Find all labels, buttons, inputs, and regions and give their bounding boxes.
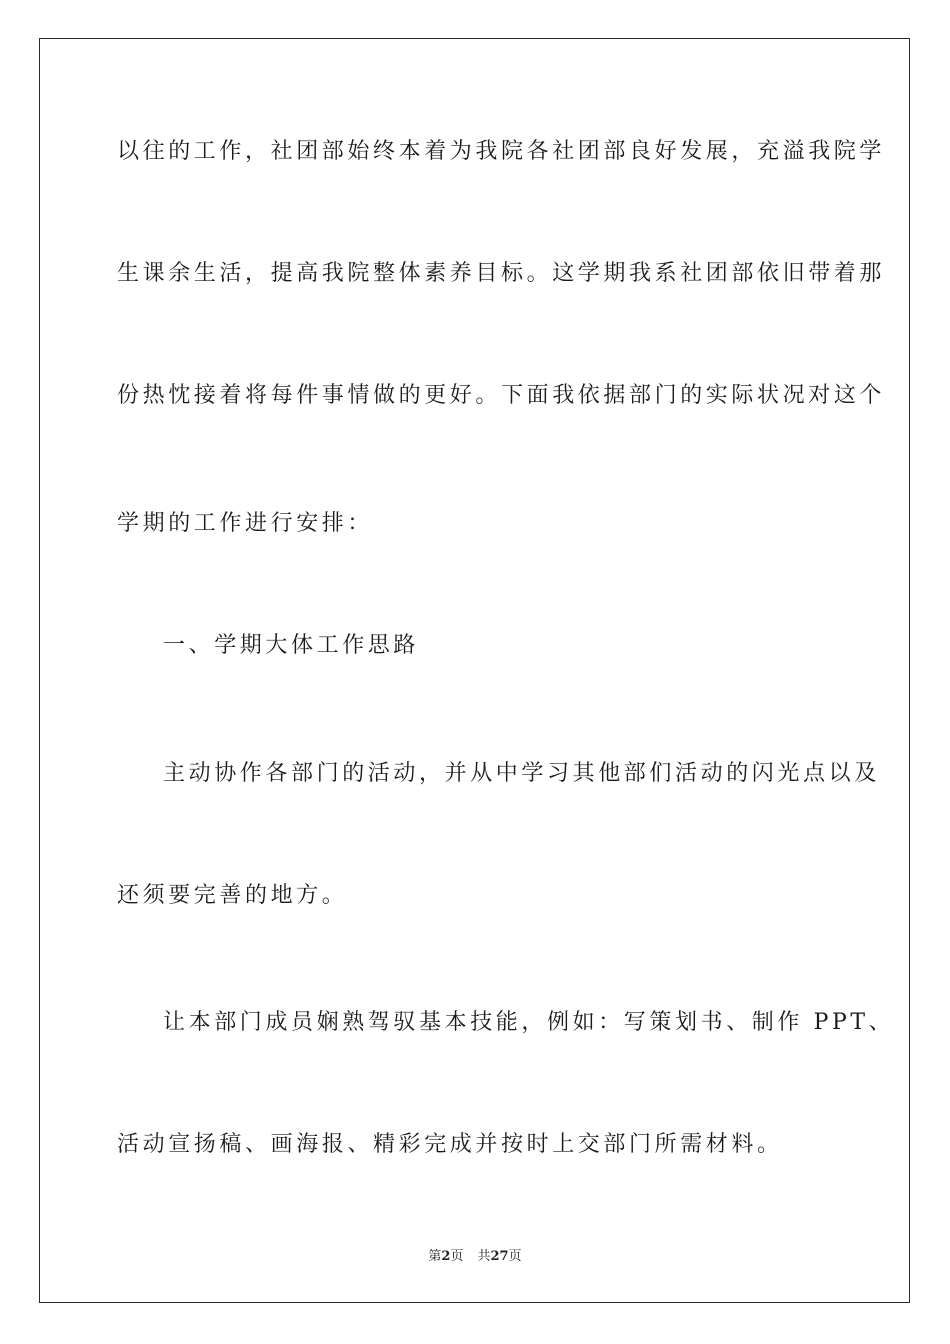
paragraph-line-7: 还须要完善的地方。 bbox=[117, 883, 348, 908]
page-border bbox=[39, 38, 910, 1303]
page-suffix: 页 bbox=[450, 1249, 464, 1264]
page-number: 2 bbox=[441, 1249, 451, 1264]
paragraph-line-8: 让本部门成员娴熟驾驭基本技能，例如：写策划书、制作 PPT、 bbox=[163, 1010, 895, 1035]
paragraph-line-9: 活动宣扬稿、画海报、精彩完成并按时上交部门所需材料。 bbox=[117, 1132, 783, 1157]
total-pages: 27 bbox=[490, 1249, 509, 1264]
total-prefix: 共 bbox=[477, 1249, 491, 1264]
paragraph-line-4: 学期的工作进行安排： bbox=[117, 511, 374, 536]
paragraph-line-1: 以往的工作，社团部始终本着为我院各社团部良好发展，充溢我院学 bbox=[117, 139, 886, 164]
page-prefix: 第 bbox=[428, 1249, 442, 1264]
page-footer bbox=[0, 1248, 950, 1266]
paragraph-line-3: 份热忱接着将每件事情做的更好。下面我依据部门的实际状况对这个 bbox=[117, 383, 886, 408]
total-suffix: 页 bbox=[508, 1249, 522, 1264]
paragraph-line-6: 主动协作各部门的活动，并从中学习其他部们活动的闪光点以及 bbox=[163, 761, 880, 786]
paragraph-line-2: 生课余生活，提高我院整体素养目标。这学期我系社团部依旧带着那 bbox=[117, 261, 886, 286]
section-heading: 一、学期大体工作思路 bbox=[163, 633, 420, 658]
